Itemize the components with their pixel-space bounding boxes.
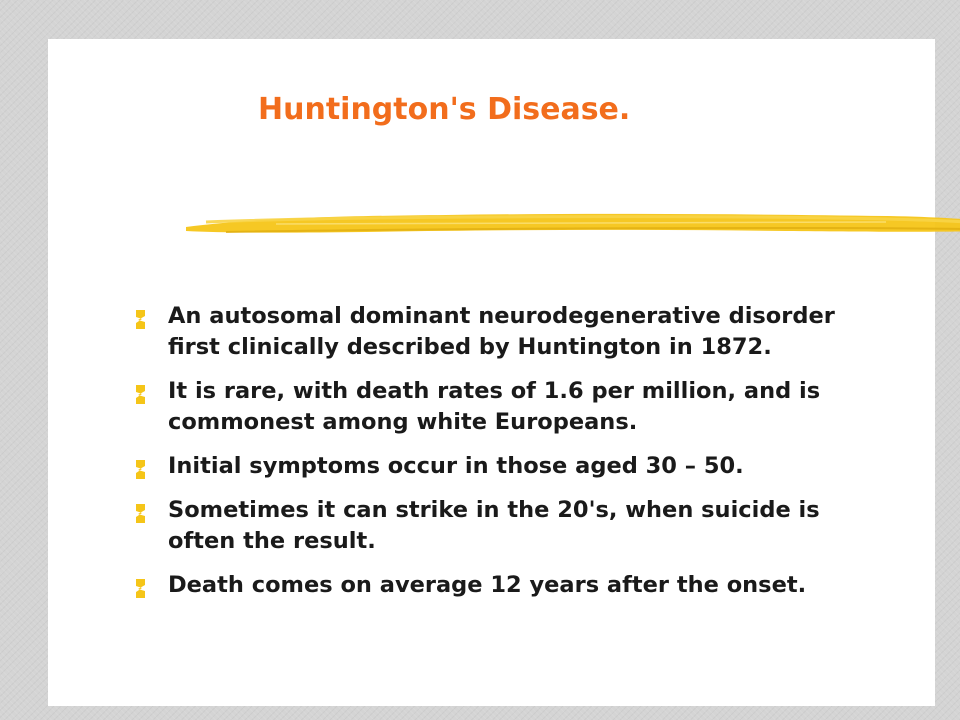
- bullet-line: Death comes on average 12 years after the onset.: [168, 572, 807, 598]
- bullet-line: An autosomal dominant neurodegenerative disorder: [168, 303, 835, 329]
- bullet-item: [168, 451, 958, 482]
- bullet-item: [168, 570, 958, 601]
- zigzag-bullet-icon: [136, 504, 145, 523]
- bullet-item: [168, 495, 958, 557]
- zigzag-bullet-icon: [136, 385, 145, 404]
- slide-title: Huntington's Disease.: [258, 92, 631, 127]
- bullet-line: Sometimes it can strike in the 20's, when suicide is: [168, 497, 820, 523]
- bullet-line: It is rare, with death rates of 1.6 per million, and is: [168, 378, 821, 404]
- zigzag-bullet-icon: [136, 460, 145, 479]
- bullet-item: [168, 301, 958, 363]
- bullet-list: [168, 301, 958, 614]
- bullet-line: often the result.: [168, 528, 376, 554]
- bullet-line: first clinically described by Huntington in 1872.: [168, 334, 772, 360]
- bullet-line: commonest among white Europeans.: [168, 409, 638, 435]
- zigzag-bullet-icon: [136, 310, 145, 329]
- bullet-line: Initial symptoms occur in those aged 30 – 50.: [168, 453, 744, 479]
- bullet-item: [168, 376, 958, 438]
- slide: [48, 39, 935, 706]
- zigzag-bullet-icon: [136, 579, 145, 598]
- title-underline-brushstroke: [186, 207, 960, 241]
